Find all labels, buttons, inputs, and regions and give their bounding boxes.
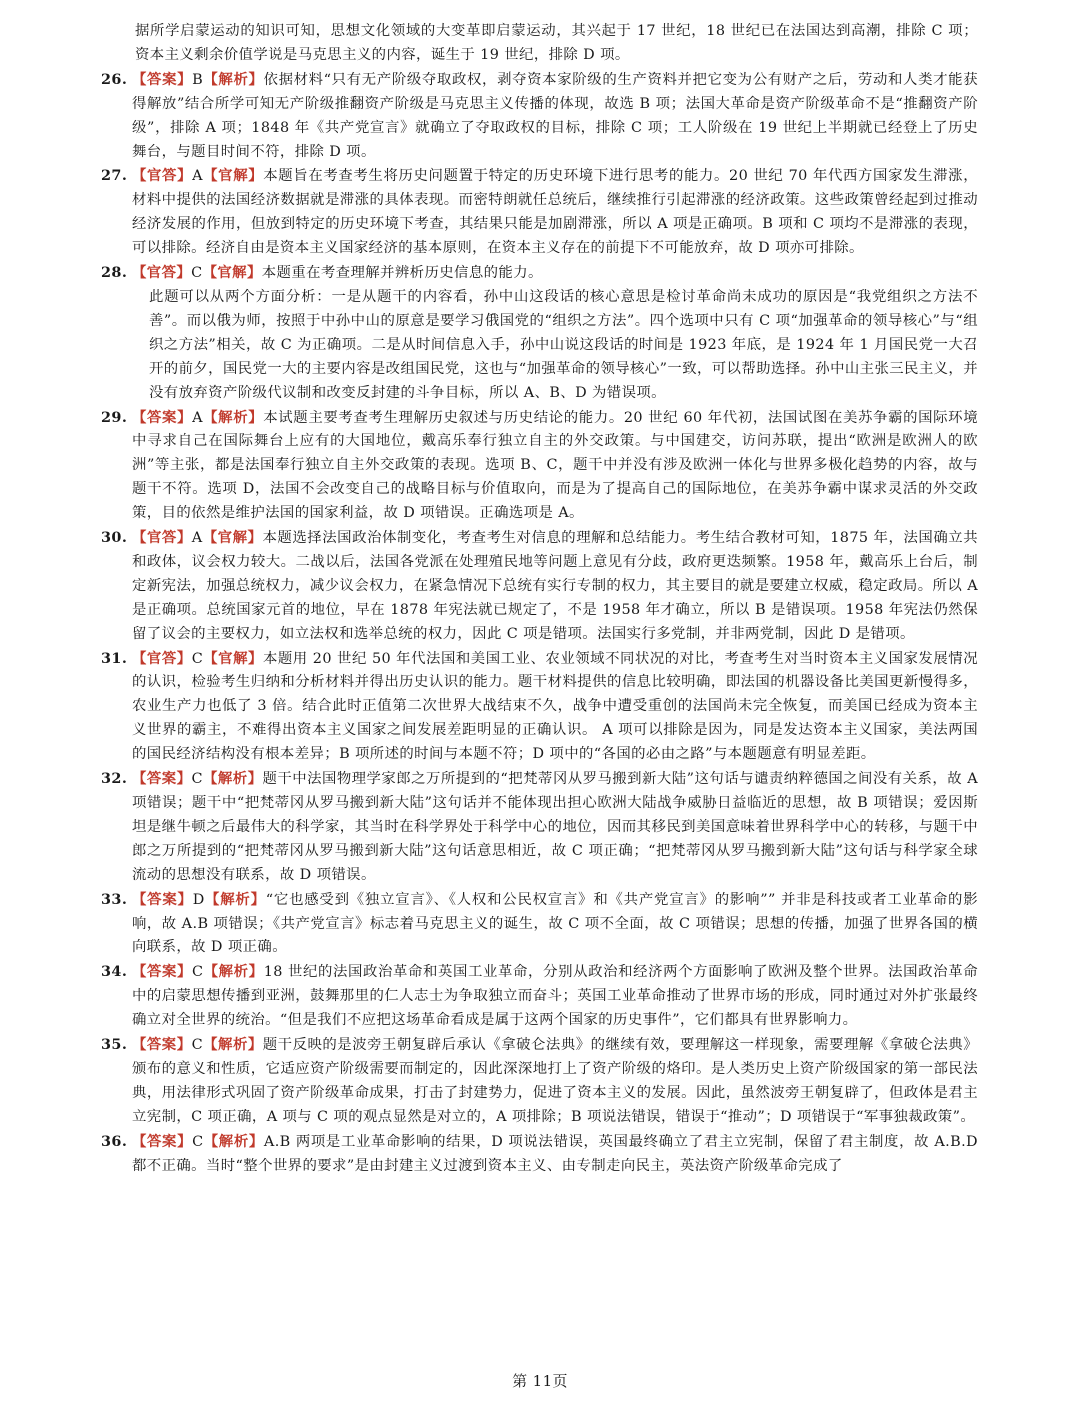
answer-item <box>101 960 978 1033</box>
question-number: 32. <box>101 770 128 788</box>
answer-tag: 【答案】 <box>132 1036 192 1054</box>
answer-letter: A <box>192 168 203 185</box>
analysis-text: 题干中法国物理学家郎之万所提到的“把梵蒂冈从罗马搬到新大陆”这句话与谴责纳粹德国之间没有关系，故 A 项错误；题干中“把梵蒂冈从罗马搬到新大陆”这句话并不能体现出担心欧洲大陆战争威胁日益临近的思想，故 B 项错误；爱因斯坦是继牛顿之后最伟大的科学家，其当时在科学界处于科学中心的地位，因而其移民到美国意味着世界科学中心的转移，与题干中郎之万所提到的“把梵蒂冈从罗马搬到新大陆”这句话意思相近，故 C 项正确；“把梵蒂冈从罗马搬到新大陆”这句话与科学家全球流动的思想没有联系，故 D 项错误。 <box>132 771 978 883</box>
answer-item <box>101 1033 978 1130</box>
analysis-text: 18 世纪的法国政治革命和英国工业革命，分别从政治和经济两个方面影响了欧洲及整个世界。法国政治革命中的启蒙思想传播到亚洲，鼓舞那里的仁人志士为争取独立而奋斗；英国工业革命推动了世界市场的形成，同时通过对外扩张最终确立对全世界的统治。“但是我们不应把这场革命看成是属于这两个国家的历史事件”，它们都具有世界影响力。 <box>132 964 978 1029</box>
analysis-tag: 【官解】 <box>202 167 264 185</box>
analysis-tag: 【官解】 <box>203 649 263 667</box>
question-number: 28. <box>101 264 128 282</box>
question-number: 35. <box>101 1036 128 1054</box>
analysis-tag: 【官解】 <box>202 264 262 282</box>
analysis-text: A.B 两项是工业革命影响的结果，D 项说法错误，英国最终确立了君主立宪制，保留了君主制度，故 A.B.D 都不正确。当时“整个世界的要求”是由封建主义过渡到资本主义、由专制走向民主，英法资产阶级革命完成了 <box>132 1133 978 1174</box>
answer-paragraph <box>132 261 978 286</box>
answer-item <box>101 526 978 647</box>
analysis-text: 本题旨在考查考生将历史问题置于特定的历史环境下进行思考的能力。20 世纪 70 年代西方国家发生滞涨，材料中提供的法国经济数据就是滞涨的具体表现。而密特朗就任总统后，继续推行引起滞涨的经济政策。这些政策曾经起到过推动经济发展的作用，但放到特定的历史环境下考查，其结果只能是加剧滞涨，所以 A 项是正确项。B 项和 C 项均不是滞涨的表现，可以排除。经济自由是资本主义国家经济的基本原则，在资本主义存在的前提下不可能放弃，故 D 项亦可排除。 <box>132 168 978 257</box>
answer-item <box>101 767 978 888</box>
answer-tag: 【答案】 <box>132 963 193 981</box>
analysis-text: 依据材料“只有无产阶级夺取政权，剥夺资本家阶级的生产资料并把它变为公有财产之后，劳动和人类才能获得解放”结合所学可知无产阶级推翻资产阶级是马克思主义传播的体现，故选 B 项；法国大革命是资产阶级革命不是“推翻资产阶级”，排除 A 项；1848 年《共产党宣言》就确立了夺取政权的目标，排除 C 项；工人阶级在 19 世纪上半期就已经登上了历史舞台，与题目时间不符，排除 D 项。 <box>132 71 978 160</box>
question-number: 34. <box>101 963 128 981</box>
answer-tag: 【答案】 <box>132 890 193 908</box>
analysis-extra-paragraph: 此题可以从两个方面分析：一是从题干的内容看，孙中山这段话的核心意思是检讨革命尚未成功的原因是“我党组织之方法不善”。而以俄为师，按照于中孙中山的原意是要学习俄国党的“组织之方法”。四个选项中只有 C 项“加强革命的领导核心”与“组织之方法”相关，故 C 为正确项。二是从时间信息入手，孙中山说这段话的时间是 1923 年底，是 1924 年 1 月国民党一大召开的前夕，国民党一大的主要内容是改组国民党，这也与“加强革命的领导核心”一致，可以帮助选择。孙中山主张三民主义，并没有放弃资产阶级代议制和改变反封建的斗争目标，所以 A、B、D 为错误项。 <box>149 288 979 401</box>
answer-letter: A <box>191 530 203 547</box>
answer-item <box>101 888 978 961</box>
answer-paragraph <box>132 526 978 647</box>
answer-paragraph <box>132 647 978 768</box>
answer-tag: 【官答】 <box>132 264 192 282</box>
answer-paragraph <box>132 888 978 961</box>
answer-item <box>101 1130 978 1179</box>
question-number: 33. <box>101 890 128 908</box>
analysis-text: 本题重在考查理解并辨析历史信息的能力。 <box>261 265 543 282</box>
answer-item <box>101 68 978 165</box>
answer-letter: C <box>192 1133 204 1150</box>
answer-letter: C <box>191 265 203 282</box>
analysis-text: 本题用 20 世纪 50 年代法国和美国工业、农业领域不同状况的对比，考查考生对当时资本主义国家发展情况的认识，检验考生归纳和分析材料并得出历史认识的能力。题干材料提供的信息比较明确，即法国的机器设备比美国更新慢得多，农业生产力也低了 3 倍。结合此时正值第二次世界大战结束不久，战争中遭受重创的法国尚未完全恢复，而美国已经成为资本主义世界的霸主，不难得出资本主义国家之间发展差距明显的正确认识。 A 项可以排除是因为，同是发达资本主义国家，美法两国的国民经济结构没有根本差异；B 项所述的时间与本题不符；D 项中的“各国的必由之路”与本题题意有明显差距。 <box>132 650 978 763</box>
answer-tag: 【官答】 <box>132 529 192 547</box>
answer-item <box>101 164 978 261</box>
answer-item <box>101 647 978 768</box>
answer-tag: 【答案】 <box>132 70 193 88</box>
answer-letter: A <box>192 409 203 426</box>
answer-paragraph <box>132 767 978 888</box>
answer-paragraph <box>132 68 978 165</box>
answer-letter: C <box>192 964 204 981</box>
analysis-tag: 【解析】 <box>203 70 264 88</box>
answer-item <box>101 261 979 405</box>
answer-list <box>101 68 979 1179</box>
answer-paragraph <box>132 1033 978 1130</box>
answer-letter: C <box>191 771 203 788</box>
answer-letter: B <box>192 71 204 88</box>
answer-tag: 【官答】 <box>132 649 192 667</box>
answer-tag: 【答案】 <box>132 1132 193 1150</box>
answer-paragraph <box>132 1130 978 1179</box>
question-number: 26. <box>101 70 128 88</box>
question-number: 36. <box>101 1132 128 1150</box>
answer-tag: 【官答】 <box>132 167 193 185</box>
answer-tag: 【答案】 <box>132 770 192 788</box>
question-number: 29. <box>101 408 128 426</box>
analysis-text: 题干反映的是波旁王朝复辟后承认《拿破仑法典》的继续有效，要理解这一样现象，需要理解《拿破仑法典》颁布的意义和性质，它适应资产阶级需要而制定的，因此深深地打上了资产阶级的烙印。是人类历史上资产阶级国家的第一部民法典，用法律形式巩固了资产阶级革命成果，打击了封建势力，促进了资本主义的发展。因此，虽然波旁王朝复辟了，但政体是君主立宪制，C 项正确，A 项与 C 项的观点显然是对立的，A 项排除；B 项说法错误，错误于“推动”；D 项错误于“军事独裁政策”。 <box>132 1037 978 1125</box>
analysis-tag: 【解析】 <box>203 1036 263 1054</box>
analysis-tag: 【解析】 <box>204 890 266 908</box>
analysis-tag: 【解析】 <box>202 770 263 788</box>
question-number: 31. <box>101 649 128 667</box>
question-number: 30. <box>101 529 128 547</box>
intro-paragraph: 据所学启蒙运动的知识可知，思想文化领域的大变革即启蒙运动，其兴起于 17 世纪，18 世纪已在法国达到高潮，排除 C 项；资本主义剩余价值学说是马克思主义的内容，诞生于 19 世纪，排除 D 项。 <box>135 23 978 63</box>
analysis-tag: 【解析】 <box>202 408 264 426</box>
question-number: 27. <box>101 167 128 185</box>
answer-letter: C <box>191 1037 204 1054</box>
analysis-tag: 【解析】 <box>203 963 264 981</box>
answer-item <box>101 406 978 527</box>
analysis-text: 本试题主要考查考生理解历史叙述与历史结论的能力。20 世纪 60 年代初，法国试图在美苏争霸的国际环境中寻求自己在国际舞台上应有的大国地位，戴高乐奉行独立自主的外交政策。与中国建交，访问苏联，提出“欧洲是欧洲人的欧洲”等主张，都是法国奉行独立自主外交政策的表现。选项 B、C，题干中并没有涉及欧洲一体化与世界多极化趋势的内容，故与题干不符。选项 D，法国不会改变自己的战略目标与价值取向，而是为了提高自己的国际地位，在美苏争霸中谋求灵活的外交政策，目的依然是维护法国的国家利益，故 D 项错误。正确选项是 A。 <box>132 409 978 522</box>
analysis-tag: 【解析】 <box>203 1132 264 1150</box>
answer-paragraph <box>132 406 978 527</box>
analysis-text: 本题选择法国政治体制变化，考查考生对信息的理解和总结能力。考生结合教材可知，1875 年，法国确立共和政体，议会权力较大。二战以后，法国各党派在处理殖民地等问题上意见有分歧，政府更迭频繁。1958 年，戴高乐上台后，制定新宪法，加强总统权力，减少议会权力，在紧急情况下总统有实行专制的权力，其主要目的就是要建立权威，稳定政局。所以 A 是正确项。总统国家元首的地位，早在 1878 年宪法就已规定了，不是 1958 年才确立，所以 B 是错误项。1958 年宪法仍然保留了议会的主要权力，如立法权和选举总统的权力，因此 C 项是错项。法国实行多党制，并非两党制，因此 D 是错项。 <box>132 530 978 642</box>
answer-tag: 【答案】 <box>132 408 193 426</box>
answer-paragraph <box>132 960 978 1033</box>
answer-letter: C <box>191 650 204 667</box>
answer-paragraph <box>132 164 978 261</box>
answer-letter: D <box>192 891 205 908</box>
analysis-text: “它也感受到《独立宣言》、《人权和公民权宣言》和《共产党宣言》的影响”” 并非是科技或者工业革命的影响，故 A.B 项错误；《共产党宣言》标志着马克思主义的诞生，故 C 项不全面，故 C 项错误；思想的传播，加强了世界各国的横向联系，故 D 项正确。 <box>132 891 978 956</box>
page-number: 第 11页 <box>512 1372 568 1390</box>
analysis-tag: 【官解】 <box>202 529 263 547</box>
